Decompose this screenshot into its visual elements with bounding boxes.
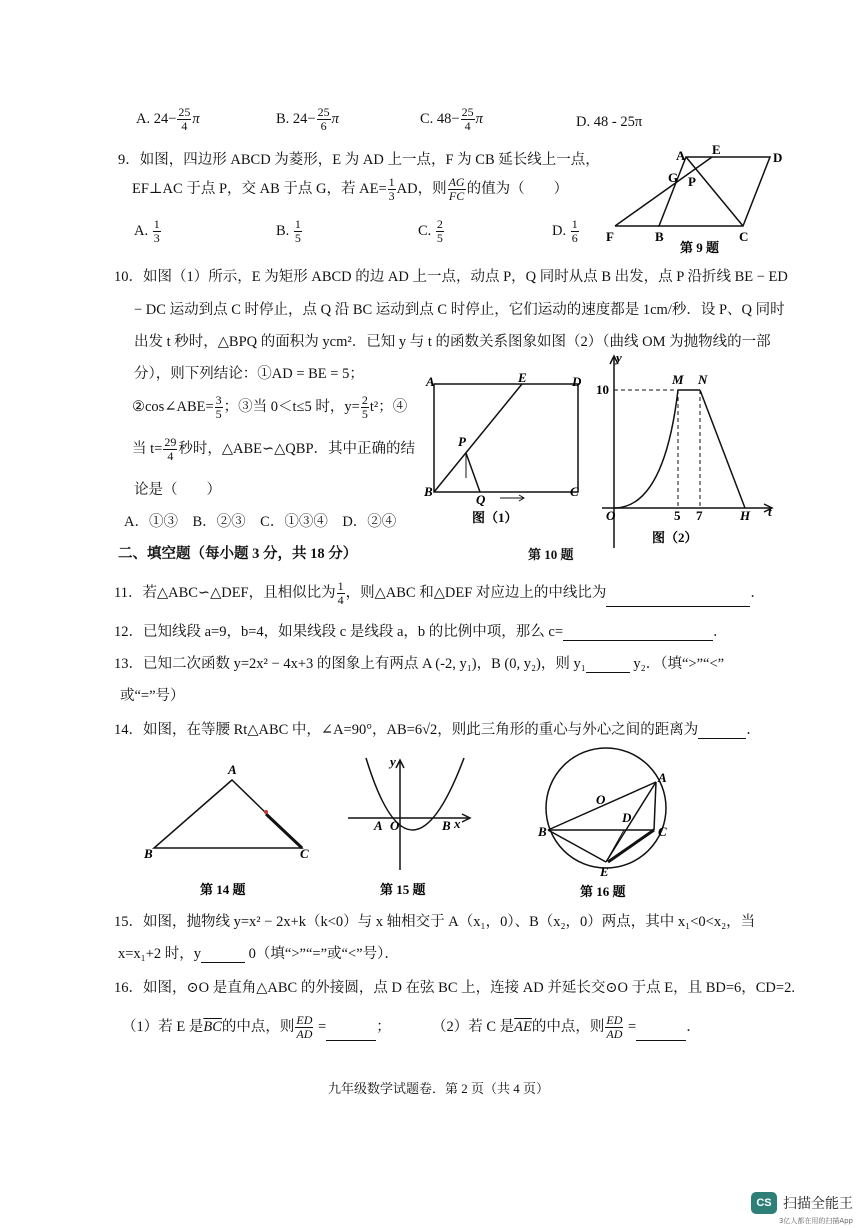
q11-answer-blank[interactable]: [606, 589, 750, 607]
q15-figure: [340, 752, 480, 900]
watermark-sub: 3亿人都在用的扫描App: [778, 1217, 853, 1225]
q10-fig1-label-p: P: [458, 434, 466, 449]
q12-answer-blank[interactable]: [563, 623, 713, 641]
q16-part1: （1）若 E 是$\overline{BC}$的中点，则 $\frac{ED}{AD}$ = ；: [122, 1013, 391, 1041]
q10-fig2-label-o: O: [606, 508, 616, 523]
q10-fig2-label-7: 7: [696, 508, 703, 523]
scanner-watermark: [751, 1192, 853, 1214]
q16-label-d: D: [622, 810, 632, 825]
watermark-name: 扫描全能王: [783, 1196, 853, 1212]
q10-figure2: [592, 352, 782, 552]
q10-fig2-label-5: 5: [674, 508, 681, 523]
section2-title: 二、填空题（每小题 3 分，共 18 分）: [118, 546, 358, 562]
q9-option-b: B. $\frac{1}{5}$: [276, 217, 301, 245]
q10-line5: ②cos∠ABE= $\frac{3}{5}$ ；③当 0＜t≤5 时，y= $\frac{2}{5}$ t²；④: [132, 393, 408, 421]
q10-fig1-label-b: B: [424, 484, 433, 499]
q16-part2: （2）若 C 是$\overline{AE}$的中点，则 $\frac{ED}{AD}$ = ．: [432, 1013, 701, 1041]
q15-answer-blank[interactable]: [201, 945, 245, 963]
q10-fig1-label-d: D: [572, 374, 582, 389]
q16-line1: 16．如图，⊙O 是直角△ABC 的外接圆，点 D 在弦 BC 上，连接 AD 并延长交⊙O 于点 E，且 BD=6，CD=2.: [114, 980, 795, 996]
q10-fig2-caption: 图（2）: [652, 530, 698, 545]
q14-label-a: A: [228, 762, 237, 777]
q14: 14．如图，在等腰 Rt△ABC 中，∠A=90°，AB=6√2，则此三角形的重心与外心之间的距离为 ．: [114, 722, 761, 738]
q9-label-c: C: [739, 229, 749, 244]
q8-option-c: C. 48− $\frac{25}{4}$ π: [420, 105, 483, 133]
q13-line2: 或“=”号）: [120, 688, 185, 704]
q11: 11．若△ABC∽△DEF，且相似比为 $\frac{1}{4}$ ，则△ABC 和△DEF 对应边上的中线比为 ．: [114, 579, 765, 607]
q15-label-b: B: [442, 818, 451, 833]
q13-answer-blank[interactable]: [586, 655, 630, 673]
q9-option-c: C. $\frac{2}{5}$: [418, 217, 443, 245]
q9-label-f: F: [606, 229, 614, 244]
cs-logo-icon: CS: [751, 1192, 777, 1214]
q10-figure1: [420, 370, 595, 530]
q9-line2: EF⊥AC 于点 P，交 AB 于点 G，若 AE= $\frac{1}{3}$ AD，则 $\frac{AG}{FC}$ 的值为（ ）: [132, 175, 569, 203]
q10-fig2-label-n: N: [698, 372, 708, 387]
q9-label-p: P: [688, 174, 696, 189]
q10-fig1-caption: 图（1）: [472, 510, 518, 525]
q9-label-d: D: [773, 150, 783, 165]
q10-options: A．①③ B．②③ C．①③④ D．②④: [124, 514, 397, 530]
q10-fig2-label-m: M: [672, 372, 684, 387]
q9-line1: 9．如图，四边形 ABCD 为菱形，E 为 AD 上一点，F 为 CB 延长线上一点，: [118, 152, 600, 168]
q10-line4: 分），则下列结论：①AD = BE = 5；: [134, 366, 364, 382]
q10-line6: 当 t= $\frac{29}{4}$ 秒时，△ABE∽△QBP．其中正确的结: [132, 435, 416, 463]
q15-label-o: O: [390, 818, 400, 833]
q10-fig1-label-a: A: [426, 374, 435, 389]
q15-figure-caption: 第 15 题: [380, 882, 426, 897]
q10-fig2-label-10: 10: [596, 382, 609, 397]
q9-label-a: A: [676, 148, 686, 163]
q15-line1: 15．如图，抛物线 y=x² − 2x+k（k<0）与 x 轴相交于 A（x₁，0）、B（x₂，0）两点，其中 x₁<0<x₂，当: [114, 914, 756, 930]
q10-line7: 论是（ ）: [134, 482, 221, 498]
q16-label-a: A: [658, 770, 667, 785]
q9-figure-caption: 第 9 题: [680, 240, 720, 255]
q8-option-a: A. 24− $\frac{25}{4}$ π: [136, 105, 200, 133]
q10-figure-caption: 第 10 题: [528, 547, 574, 562]
q10-line2: − DC 运动到点 C 时停止，点 Q 沿 BC 运动到点 C 时停止，它们运动的速度都是 1cm/秒．设 P、Q 同时: [134, 302, 785, 318]
q9-option-d: D. $\frac{1}{6}$: [552, 217, 578, 245]
q9-option-a: A. $\frac{1}{3}$: [134, 217, 160, 245]
q10-fig2-label-t: t: [768, 504, 772, 519]
q10-line1: 10．如图（1）所示，E 为矩形 ABCD 的边 AD 上一点，动点 P，Q 同时从点 B 出发，点 P 沿折线 BE − ED: [114, 269, 788, 285]
q8-option-d: D. 48 - 25π: [576, 114, 643, 130]
q9-label-g: G: [668, 170, 679, 185]
q14-label-c: C: [300, 846, 309, 861]
q14-figure: [140, 760, 320, 900]
q16-part2-answer-blank[interactable]: [636, 1023, 686, 1041]
q16-figure: [536, 746, 686, 902]
q16-label-e: E: [600, 864, 609, 879]
q9-label-b: B: [655, 229, 664, 244]
q16-label-b: B: [538, 824, 547, 839]
q16-label-o: O: [596, 792, 606, 807]
q14-label-b: B: [144, 846, 153, 861]
q12: 12．已知线段 a=9，b=4，如果线段 c 是线段 a，b 的比例中项，那么 c= ．: [114, 624, 728, 640]
q10-fig2-label-h: H: [740, 508, 751, 523]
q10-fig1-label-q: Q: [476, 492, 486, 507]
q14-figure-caption: 第 14 题: [200, 882, 246, 897]
q9-label-e: E: [712, 142, 721, 157]
q15-label-x: x: [454, 816, 461, 831]
page-footer: 九年级数学试题卷．第 2 页（共 4 页）: [328, 1081, 550, 1096]
q16-part1-answer-blank[interactable]: [326, 1023, 376, 1041]
q14-answer-blank[interactable]: [698, 721, 746, 739]
q10-fig1-label-c: C: [570, 484, 579, 499]
q10-fig1-label-e: E: [518, 370, 527, 385]
q15-line2: x=x₁+2 时，y 0（填“>”“=”或“<”号）．: [118, 946, 399, 962]
q16-label-c: C: [658, 824, 667, 839]
q9-figure: [600, 140, 790, 260]
q16-figure-caption: 第 16 题: [580, 884, 626, 899]
q15-label-y: y: [390, 754, 396, 769]
q10-fig2-label-y: y: [616, 352, 622, 365]
q15-label-a: A: [374, 818, 383, 833]
q8-option-b: B. 24− $\frac{25}{6}$ π: [276, 105, 339, 133]
q13-line1: 13．已知二次函数 y=2x² − 4x+3 的图象上有两点 A (-2, y₁)，B (0, y₂)，则 y₁ y₂．（填“>”“<”: [114, 656, 725, 672]
q10-line3: 出发 t 秒时，△BPQ 的面积为 ycm²．已知 y 与 t 的函数关系图象如图（2）（曲线 OM 为抛物线的一部: [134, 334, 771, 350]
